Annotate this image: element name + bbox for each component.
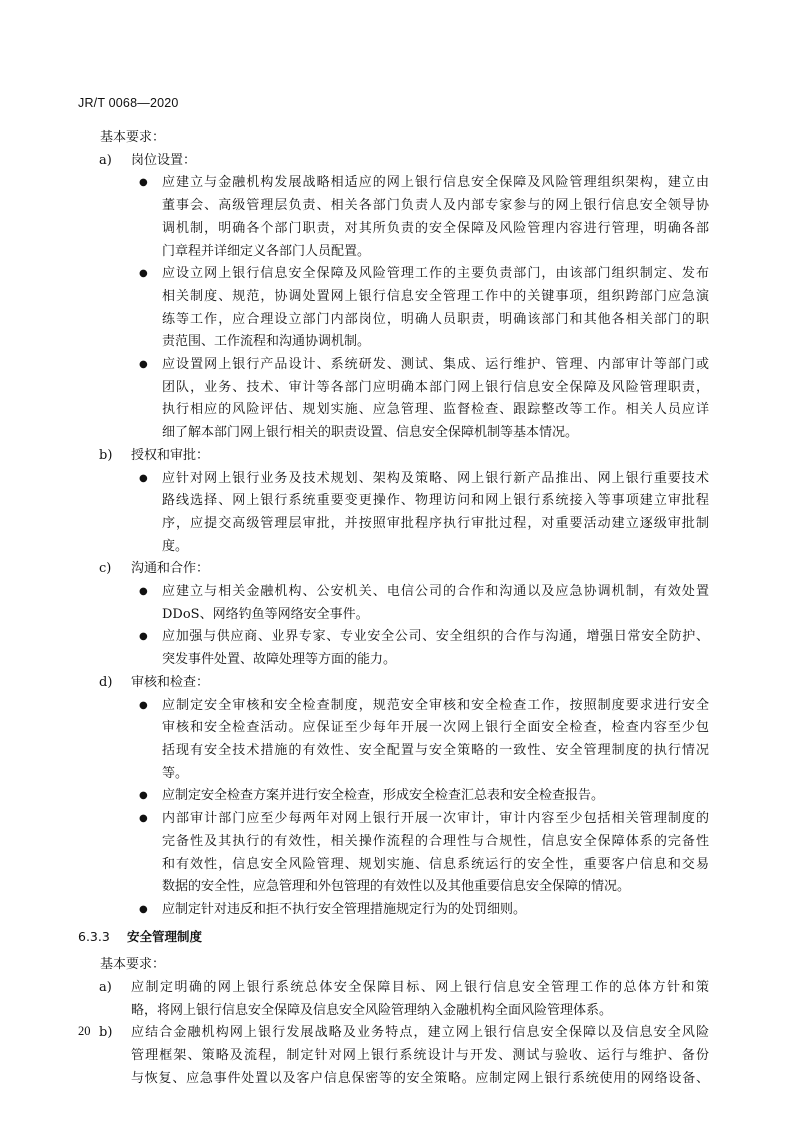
bullet-item xyxy=(0,172,793,263)
text-line: 应设置网上银行产品设计、系统研发、测试、集成、运行维护、管理、内部审计等部门或 xyxy=(162,357,709,373)
bullet-icon: ● xyxy=(139,813,148,825)
text-line: 门章程并详细定义各部门人员配置。 xyxy=(162,243,371,259)
bullet-icon: ● xyxy=(139,903,148,915)
text-line: 突发事件处置、故障处理等方面的能力。 xyxy=(162,652,397,668)
text-line: 董事会、高级管理层负责、相关各部门负责人及内部专家参与的网上银行信息安全领导协 xyxy=(162,198,709,214)
item-marker: a) xyxy=(99,980,112,996)
text-line: 应设立网上银行信息安全保障及风险管理工作的主要负责部门，由该部门组织制定、发布 xyxy=(162,266,709,282)
item-title: 审核和检查： xyxy=(131,674,210,690)
text-line: 等。 xyxy=(162,765,189,781)
item-title: 授权和审批： xyxy=(131,447,210,463)
list-item-d xyxy=(0,672,793,695)
item-marker: b) xyxy=(99,1025,113,1041)
item-marker: b) xyxy=(99,447,113,463)
text-line: 审核和安全检查活动。应保证至少每年开展一次网上银行全面安全检查，检查内容至少包 xyxy=(162,720,709,736)
bullet-item xyxy=(0,785,793,808)
bullet-icon: ● xyxy=(139,268,148,280)
bullet-icon: ● xyxy=(139,359,148,371)
bullet-item xyxy=(0,581,793,626)
text-line: 团队，业务、技术、审计等各部门应明确本部门网上银行信息安全保障及风险管理职责， xyxy=(162,379,709,395)
text-line: 路线选择、网上银行系统重要变更操作、物理访问和网上银行系统接入等事项建立审批程 xyxy=(162,493,709,509)
text-line: 内部审计部门应至少每两年对网上银行开展一次审计，审计内容至少包括相关管理制度的 xyxy=(162,811,709,827)
text-line: 序，应提交高级管理层审批，并按照审批程序执行审批过程，对重要活动建立逐级审批制 xyxy=(162,515,709,531)
text-line: 执行相应的风险评估、规划实施、应急管理、监督检查、跟踪整改等工作。相关人员应详 xyxy=(162,402,709,418)
text-line: 调机制，明确各个部门职责，对其所负责的安全保障及风险管理内容进行管理，明确各部 xyxy=(162,220,709,236)
text-line: 应加强与供应商、业界专家、专业安全公司、安全组织的合作与沟通，增强日常安全防护、 xyxy=(162,629,709,645)
page-body xyxy=(0,127,793,1091)
bullet-item xyxy=(0,468,793,559)
intro-line: 基本要求： xyxy=(100,957,166,973)
item-marker: c) xyxy=(99,561,112,577)
text-line: 相关制度、规范，协调处置网上银行信息安全管理工作中的关键事项，组织跨部门应急演 xyxy=(162,288,709,304)
section-heading xyxy=(0,926,793,949)
text-line: 应制定安全检查方案并进行安全检查，形成安全检查汇总表和安全检查报告。 xyxy=(162,788,605,804)
text-line: 应针对网上银行业务及技术规划、架构及策略、网上银行新产品推出、网上银行重要技术 xyxy=(162,470,709,486)
bullet-item xyxy=(0,808,793,899)
list-item-b xyxy=(0,445,793,468)
bullet-icon: ● xyxy=(139,790,148,802)
text-line: 细了解本部门网上银行相关的职责设置、信息安全保障机制等基本情况。 xyxy=(162,425,579,441)
bullet-icon: ● xyxy=(139,177,148,189)
text-line: 应结合金融机构网上银行发展战略及业务特点，建立网上银行信息安全保障以及信息安全风险 xyxy=(131,1025,709,1041)
text-line: 应制定针对违反和拒不执行安全管理措施规定行为的处罚细则。 xyxy=(162,901,527,917)
list-item-a xyxy=(0,150,793,173)
list-item-c xyxy=(0,558,793,581)
intro-line: 基本要求： xyxy=(100,130,166,145)
bullet-item xyxy=(0,263,793,354)
bullet-item xyxy=(0,695,793,786)
text-line: 练等工作，应合理设立部门内部岗位，明确人员职责，明确该部门和其他各相关部门的职 xyxy=(162,311,709,327)
text-line: 括现有安全技术措施的有效性、安全配置与安全策略的一致性、安全管理制度的执行情况 xyxy=(162,742,709,758)
text-line: 完备性及其执行的有效性，相关操作流程的合理性与合规性，信息安全保障体系的完备性 xyxy=(162,833,709,849)
text-line: 和有效性，信息安全风险管理、规划实施、信息系统运行的安全性，重要客户信息和交易 xyxy=(162,856,709,872)
text-line: 与恢复、应急事件处置以及客户信息保密等的安全策略。应制定网上银行系统使用的网络设备、 xyxy=(131,1070,709,1086)
text-line: 应制定明确的网上银行系统总体安全保障目标、网上银行信息安全管理工作的总体方针和策 xyxy=(131,980,709,996)
bullet-item xyxy=(0,899,793,922)
bullet-icon: ● xyxy=(139,472,148,484)
bullet-item xyxy=(0,354,793,445)
bullet-icon: ● xyxy=(139,586,148,598)
text-line: 略，将网上银行信息安全保障及信息安全风险管理纳入金融机构全面风险管理体系。 xyxy=(131,1002,613,1018)
item-title: 岗位设置： xyxy=(131,152,197,168)
text-line: 应建立与相关金融机构、公安机关、电信公司的合作和沟通以及应急协调机制，有效处置 xyxy=(162,584,709,600)
item-marker: d) xyxy=(99,674,113,690)
bullet-icon: ● xyxy=(139,699,148,711)
document-code: JR/T 0068—2020 xyxy=(78,96,179,110)
item-title: 沟通和合作： xyxy=(131,561,210,577)
item-marker: a) xyxy=(99,152,112,168)
list-item-b xyxy=(0,1022,793,1090)
text-line: 数据的安全性，应急管理和外包管理的有效性以及其他重要信息安全保障的情况。 xyxy=(162,879,631,895)
section-title: 安全管理制度 xyxy=(127,928,203,944)
text-line: DDoS、网络钓鱼等网络安全事件。 xyxy=(162,606,369,622)
section-number: 6.3.3 xyxy=(78,928,110,944)
page-number: 20 xyxy=(78,1024,91,1038)
list-item-a xyxy=(0,977,793,1022)
text-line: 应建立与金融机构发展战略相适应的网上银行信息安全保障及风险管理组织架构，建立由 xyxy=(162,175,709,191)
text-line: 责范围、工作流程和沟通协调机制。 xyxy=(162,334,371,350)
text-line: 应制定安全审核和安全检查制度，规范安全审核和安全检查工作，按照制度要求进行安全 xyxy=(162,697,709,713)
text-line: 管理框架、策略及流程，制定针对网上银行系统设计与开发、测试与验收、运行与维护、备份 xyxy=(131,1048,709,1064)
text-line: 度。 xyxy=(162,538,189,554)
bullet-icon: ● xyxy=(139,631,148,643)
bullet-item xyxy=(0,626,793,671)
